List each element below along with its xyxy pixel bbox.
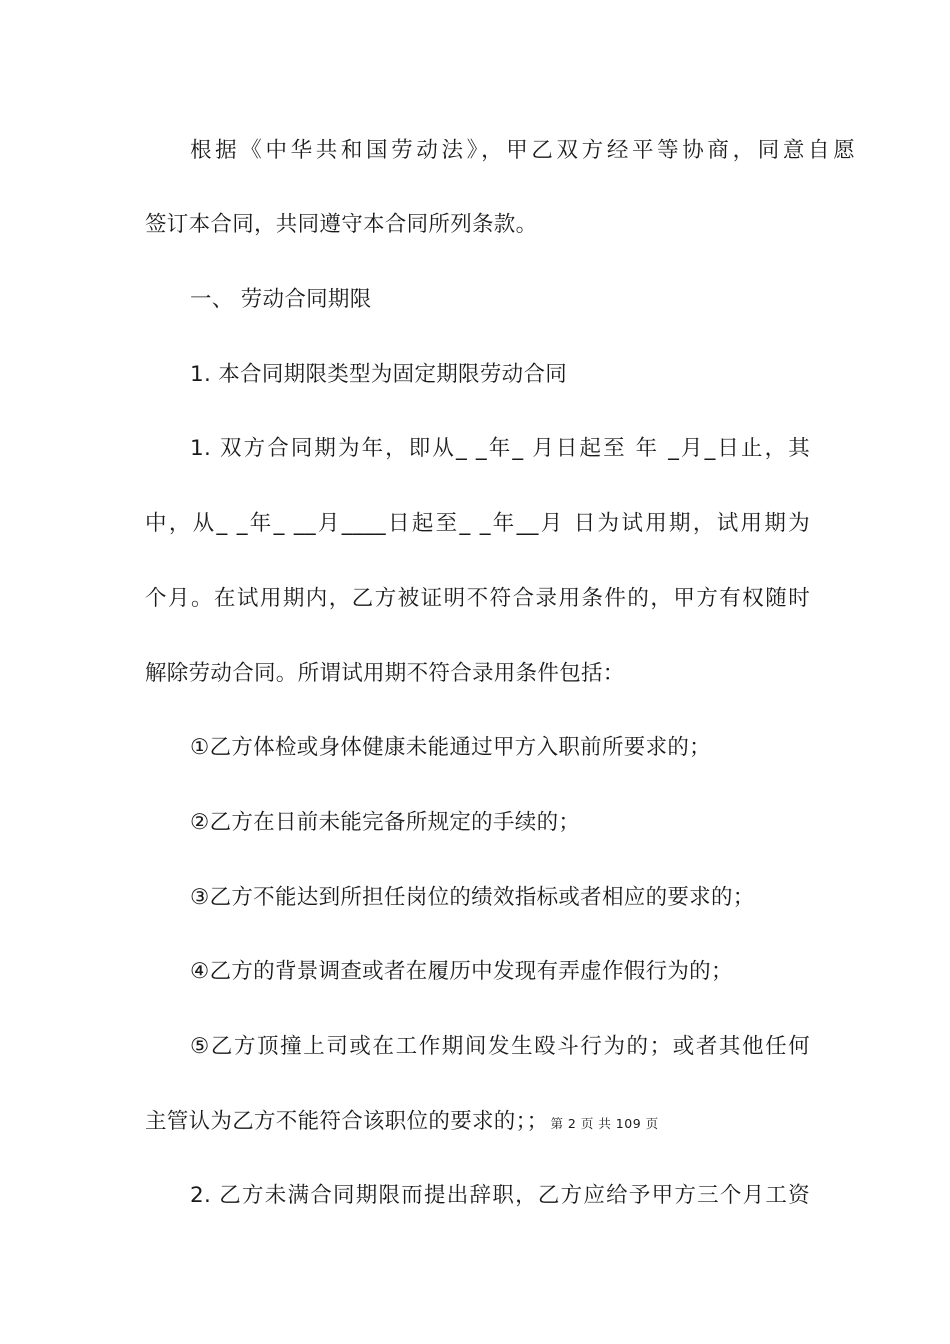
clause-term-line-1: 1. 双方合同期为年，即从_ _年_ 月日起至 年 _月_日止，其 xyxy=(190,436,810,461)
condition-item-1: ①乙方体检或身体健康未能通过甲方入职前所要求的； xyxy=(190,735,711,760)
clause-contract-type: 1. 本合同期限类型为固定期限劳动合同 xyxy=(190,362,568,387)
paragraph-intro-line-2: 签订本合同，共同遵守本合同所列条款。 xyxy=(145,212,538,237)
condition-item-5-line-1: ⑤乙方顶撞上司或在工作期间发生殴斗行为的；或者其他任何 xyxy=(190,1034,810,1059)
condition-item-4: ④乙方的背景调查或者在履历中发现有弄虚作假行为的； xyxy=(190,959,733,984)
clause-term-line-4: 解除劳动合同。所谓试用期不符合录用条件包括： xyxy=(145,661,625,686)
condition-item-5-line-2 xyxy=(145,1107,810,1139)
condition-item-2: ②乙方在日前未能完备所规定的手续的； xyxy=(190,810,581,835)
clause-resignation-line-1: 2. 乙方未满合同期限而提出辞职，乙方应给予甲方三个月工资 xyxy=(190,1183,810,1208)
condition-item-5-text: 主管认为乙方不能符合该职位的要求的；； xyxy=(145,1109,549,1134)
page-number-footer: 第 2 页 共 109 页 xyxy=(550,1116,659,1131)
clause-term-line-3: 个月。在试用期内，乙方被证明不符合录用条件的，甲方有权随时 xyxy=(145,586,810,611)
paragraph-intro-line-1: 根据《中华共和国劳动法》，甲乙双方经平等协商，同意自愿 xyxy=(190,138,855,163)
section-heading-contract-term: 一、 劳动合同期限 xyxy=(190,287,372,312)
condition-item-3: ③乙方不能达到所担任岗位的绩效指标或者相应的要求的； xyxy=(190,885,755,910)
clause-term-line-2: 中，从_ _年_ __月____日起至_ _年__月 日为试用期，试用期为 xyxy=(145,511,810,536)
